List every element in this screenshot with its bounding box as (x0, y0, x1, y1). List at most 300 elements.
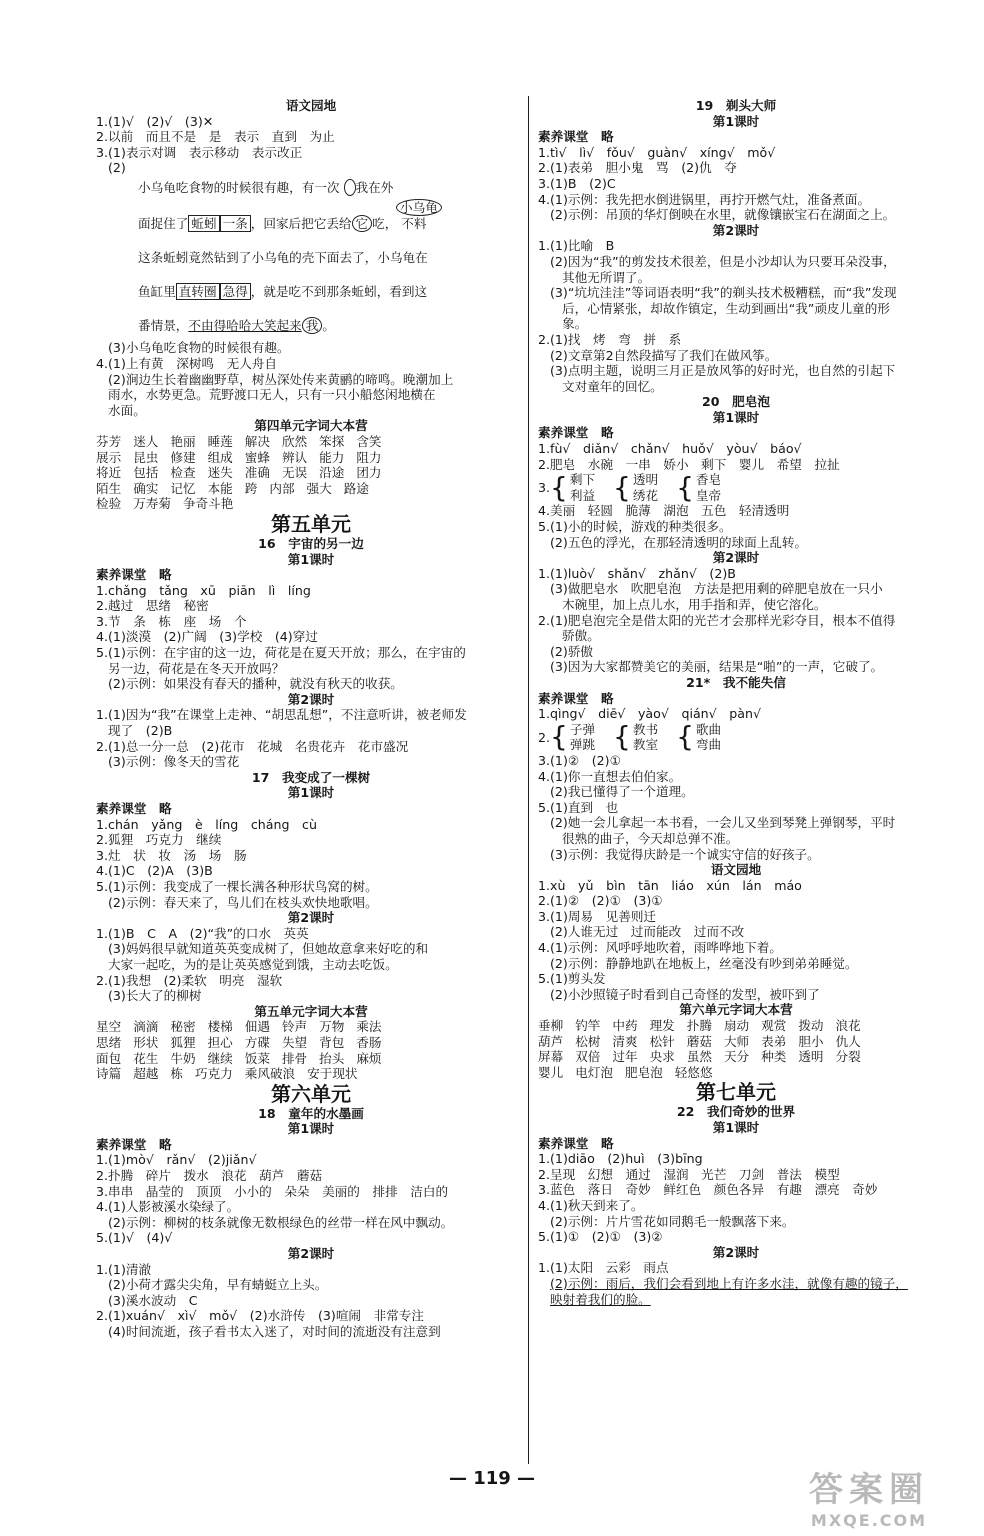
period-title: 第1课时 (712, 409, 760, 425)
answer-line: 文对童年的回忆。 (562, 378, 663, 394)
word: 弹跳 (569, 737, 596, 753)
answer-line: 1.tì√ lì√ fǒu√ guàn√ xíng√ mǒ√ (538, 144, 776, 160)
watermark-main: 答案圈 (809, 1470, 929, 1510)
answer-line: 素养课堂 略 (96, 801, 172, 816)
word: 饭菜 (244, 1050, 270, 1066)
brace-group (538, 722, 934, 753)
right-column (538, 98, 934, 1307)
answer-line: 5.(1)小的时候，游戏的种类很多。 (538, 519, 732, 535)
brace-icon: { (676, 470, 694, 504)
word: 沿途 (319, 465, 345, 481)
page-number: — 119 — (448, 1468, 536, 1489)
answer-line: (2)骄傲 (550, 643, 594, 659)
inserted-word: 小乌龟 (396, 199, 442, 216)
lesson-title: 18 童年的水墨画 (258, 1105, 364, 1121)
lesson-title: 22 我们奇妙的世界 (676, 1104, 796, 1120)
lesson-title: 20 肥皂泡 (702, 394, 770, 410)
word: 秘密 (170, 1019, 196, 1035)
word-row (538, 1018, 934, 1034)
word: 虽然 (686, 1049, 712, 1065)
period-title: 第2课时 (287, 1246, 335, 1262)
word: 楼梯 (207, 1019, 233, 1035)
answer-line: 1.(1)mò√ rǎn√ (2)jiǎn√ (96, 1152, 257, 1168)
diagram-text: ，回家后把它丢给 (250, 216, 352, 232)
diagram-text: 鱼缸里 (138, 284, 176, 300)
word: 含笑 (356, 433, 382, 449)
word-row (538, 1034, 934, 1050)
period-title: 第2课时 (712, 222, 760, 238)
circled-word: 我 (302, 317, 323, 334)
answer-line: 4.(1)C (2)A (3)B (96, 863, 213, 879)
answer-line: 4.(1)你一直想去伯伯家。 (538, 768, 682, 784)
answer-line: (3)“坑坑洼洼”等词语表明“我”的剃头技术极糟糕，而“我”发现 (550, 285, 897, 301)
answer-line: 5.(1)直到 也 (538, 799, 619, 815)
answer-line: 1.chǎng tǎng xū piān lì líng (96, 582, 311, 598)
word: 香皂 (695, 472, 722, 488)
diagram-line (138, 216, 426, 232)
lesson-title: 16 宇宙的另一边 (258, 535, 364, 551)
word: 跨 (244, 480, 258, 496)
word: 胆小 (798, 1033, 824, 1049)
word: 无误 (281, 465, 308, 481)
unit-heading: 第五单元 (271, 511, 351, 536)
answer-line: 骄傲。 (562, 628, 600, 644)
answer-line: 1.(1)因为“我”在课堂上走神、“胡思乱想”，不注意听讲，被老师发 (96, 707, 467, 723)
word: 乘法 (356, 1019, 382, 1035)
answer-line: 3.(1)表示对调 表示移动 表示改正 (96, 144, 303, 160)
word: 背包 (319, 1034, 345, 1050)
answer-line: 1.(1)luò√ shǎn√ zhǎn√ (2)B (538, 565, 736, 581)
answer-line: 2.(1)xuán√ xì√ mǒ√ (2)水浒传 (3)喧闹 非常专注 (96, 1308, 424, 1324)
word: 拨动 (798, 1018, 824, 1034)
diagram-text: 面捉住了 (138, 216, 189, 232)
word: 牛奶 (170, 1050, 196, 1066)
diagram-line (138, 180, 393, 196)
correction-diagram (96, 160, 526, 340)
answer-line: 1.(1)清澈 (96, 1261, 152, 1277)
question-number: 3. (538, 480, 551, 496)
section-title: 第六单元字词大本营 (679, 1002, 793, 1018)
word: 观赏 (761, 1018, 787, 1034)
diagram-line (138, 318, 335, 334)
answer-line: (2)小荷才露尖尖角，早有蜻蜓立上头。 (108, 1277, 328, 1293)
period-title: 第1课时 (287, 1121, 335, 1137)
word: 中药 (612, 1018, 638, 1034)
lesson-title: 19 剃头大师 (695, 98, 777, 113)
word: 麻烦 (356, 1050, 382, 1066)
word: 绣花 (632, 487, 659, 503)
diagram-text: 番情景， (138, 318, 189, 334)
answer-line: 2.扑腾 碎片 拨水 浪花 葫芦 蘑菇 (96, 1168, 323, 1184)
word: 仇人 (835, 1033, 861, 1049)
answer-line: 3.串串 晶莹的 顶顶 小小的 朵朵 美丽的 排排 洁白的 (96, 1183, 449, 1199)
word: 扑腾 (686, 1018, 712, 1034)
answer-line: 2.(1)我想 (2)柔软 明亮 湿软 (96, 972, 283, 988)
answer-line: 1.chán yǎng è líng cháng cù (96, 816, 317, 832)
lesson-title: 17 我变成了一棵树 (251, 769, 371, 785)
word: 迷人 (133, 433, 159, 449)
answer-line: 素养课堂 略 (96, 567, 172, 583)
word: 强大 (306, 480, 332, 496)
word: 记忆 (170, 480, 196, 496)
diagram-line (108, 160, 126, 176)
answer-line: 4.(1)示例：风呼呼地吹着，雨哗哗地下着。 (538, 940, 782, 956)
word: 辨认 (281, 449, 308, 465)
diagram-text: 我在外 (355, 180, 394, 196)
answer-line: 2.呈现 幻想 通过 湿润 光芒 刀剑 普法 模型 (538, 1166, 840, 1182)
word: 剩下 (569, 472, 596, 488)
period-title: 第2课时 (712, 1244, 760, 1260)
word: 笨探 (319, 433, 345, 449)
answer-line: (3)示例：我觉得庆龄是一个诚实守信的好孩子。 (550, 846, 820, 862)
word: 蜜蜂 (244, 449, 270, 465)
answer-line: 3.节 条 栋 座 场 个 (96, 613, 247, 629)
answer-line: 4.美丽 轻圆 脆薄 湖泡 五色 轻清透明 (538, 503, 790, 519)
word: 香肠 (356, 1034, 382, 1050)
answer-line: 5.(1)示例：我变成了一棵长满各种形状鸟窝的树。 (96, 878, 378, 894)
word: 艳丽 (170, 433, 196, 449)
word: 能力 (319, 449, 345, 465)
word: 内部 (269, 480, 295, 496)
word: 修建 (170, 449, 196, 465)
answer-line: 3.(1)周易 见善则迁 (538, 908, 657, 924)
answer-line: 素养课堂 略 (96, 1136, 172, 1152)
word-row (96, 1066, 526, 1082)
answer-line: (2)因为“我”的剪发技术很差，但是小沙却认为只要耳朵没事， (550, 253, 896, 269)
period-title: 第1课时 (287, 785, 335, 801)
answer-line: (3)溪水波动 C (108, 1292, 198, 1308)
word-row (96, 1019, 526, 1035)
answer-line: 1.fù√ diǎn√ chǎn√ huǒ√ yòu√ báo√ (538, 441, 802, 457)
answer-line: 2.肥皂 水碗 一串 娇小 剩下 婴儿 希望 拉扯 (538, 456, 840, 472)
word: 组成 (207, 449, 233, 465)
word: 双倍 (575, 1049, 601, 1065)
word: 展示 (96, 449, 122, 465)
word-row (96, 481, 526, 497)
diagram-line (396, 200, 442, 216)
answer-line: 5.(1)示例：在宇宙的这一边，荷花是在夏天开放；那么，在宇宙的 (96, 645, 466, 661)
watermark-sub: MXQE.COM (810, 1511, 928, 1530)
answer-line: 2.狐狸 巧克力 继续 (96, 832, 222, 848)
answer-line: 映射着我们的脸。 (550, 1291, 651, 1307)
answer-line: 5.(1)√ (4)√ (96, 1230, 173, 1246)
answer-line: (2)五色的浮光，在那轻清透明的球面上乱转。 (550, 534, 808, 550)
word: 种类 (761, 1049, 787, 1065)
insert-mark (344, 179, 356, 196)
column-divider (528, 96, 529, 1464)
word-row (96, 434, 526, 450)
diagram-line (138, 284, 427, 300)
answer-line: (2)示例：如果没有春天的播种，就没有秋天的收获。 (108, 676, 403, 692)
diagram-text: 不料 (401, 216, 427, 232)
answer-line: 2.(1)表弟 胆小鬼 骂 (2)仇 夺 (538, 160, 737, 176)
answer-line: 后，心情紧张，却故作镇定，生动到画出“我”顽皮儿童的形 (562, 300, 890, 316)
word: 包括 (133, 465, 159, 481)
answer-line: (3)妈妈很早就知道英英变成树了，但她故意拿来好吃的和 (108, 941, 429, 957)
word: 本能 (207, 480, 233, 496)
word: 婴儿 (538, 1064, 564, 1080)
word: 屏幕 (538, 1049, 564, 1065)
word: 安于现状 (307, 1066, 358, 1082)
word: 迷失 (207, 465, 233, 481)
brace-icon: { (676, 720, 694, 754)
answer-line: 2.(1)总一分一总 (2)花市 花城 名贵花卉 花市盛况 (96, 738, 409, 754)
word: 睡莲 (207, 433, 233, 449)
word-pair (696, 472, 721, 503)
answer-line: (3)做肥皂水 吹肥皂泡 方法是把用剩的碎肥皂放在一只小 (550, 581, 883, 597)
watermark-logo (784, 1462, 954, 1530)
word: 佃遇 (244, 1019, 270, 1035)
word-pair (633, 722, 658, 753)
word: 子弹 (569, 721, 596, 737)
swap-box: 急得 (220, 283, 251, 300)
answer-line: 另一边，荷花是在冬天开放吗？ (108, 660, 285, 676)
answer-line: (3)小乌龟吃食物的时候很有趣。 (108, 340, 290, 356)
answer-line: (2)她一会儿拿起一本书看，一会儿又坐到琴凳上弹钢琴，平时 (550, 815, 896, 831)
word: 思绪 (96, 1034, 122, 1050)
answer-line: (2)我已懂得了一个道理。 (550, 784, 694, 800)
word: 滴滴 (133, 1019, 159, 1035)
section-title: 第四单元字词大本营 (254, 418, 368, 434)
brace-group (538, 472, 934, 503)
word: 乘风破浪 (244, 1066, 296, 1082)
word-pair (570, 722, 595, 753)
brace-icon: { (613, 720, 631, 754)
unit-heading: 第六单元 (271, 1081, 351, 1106)
brace-icon: { (550, 720, 568, 754)
answer-line: 水面。 (108, 402, 146, 418)
word: 教书 (632, 721, 659, 737)
answer-line: (4)时间流逝，孩子看书太入迷了，对时间的流逝没有注意到 (108, 1324, 441, 1339)
word: 铃声 (281, 1019, 308, 1035)
word: 清爽 (612, 1033, 638, 1049)
answer-line: 象。 (562, 316, 588, 332)
word: 扇动 (723, 1018, 750, 1034)
word: 狐狸 (170, 1034, 196, 1050)
question-number: 2. (538, 729, 551, 745)
word-pair (633, 472, 658, 503)
word: 确实 (133, 480, 159, 496)
word: 准确 (244, 465, 270, 481)
lesson-title: 21* 我不能失信 (686, 674, 786, 690)
answer-line: (2)示例：静静地趴在地板上，丝毫没有吵到弟弟睡觉。 (550, 955, 858, 971)
swap-box: 蚯蚓 (188, 215, 219, 232)
answer-line: 4.(1)示例：我先把水倒进锅里，再拧开燃气灶，准备煮面。 (538, 191, 871, 207)
word: 方碟 (244, 1034, 270, 1050)
word: 担心 (207, 1034, 233, 1050)
word: 昆虫 (133, 449, 159, 465)
word: 轻悠悠 (674, 1064, 713, 1080)
answer-line: 素养课堂 略 (538, 425, 614, 441)
word: 松树 (575, 1033, 601, 1049)
word-row (96, 450, 526, 466)
swap-box: 直转圈 (176, 283, 220, 300)
word: 天分 (723, 1049, 750, 1065)
unit-heading: 第七单元 (696, 1080, 776, 1105)
word: 团力 (356, 465, 382, 481)
answer-line: 1.xù yǔ bìn tān liáo xún lán máo (538, 877, 802, 893)
answer-line: 2.越过 思绪 秘密 (96, 598, 209, 614)
word: 芬芳 (96, 433, 122, 449)
word: 大师 (723, 1033, 750, 1049)
answer-line: 1.(1)比喻 B (538, 238, 615, 254)
answer-line: 4.(1)上有黄 深树鸣 无人舟自 (96, 355, 277, 371)
word: 弯曲 (695, 737, 722, 753)
answer-line: 大家一起吃，为的是让英英感觉到饿，主动去吃饭。 (108, 956, 398, 972)
diagram-label: (2) (108, 160, 126, 176)
answer-line: 3.(1)② (2)① (538, 752, 621, 768)
brace-icon: { (613, 470, 631, 504)
word: 电灯泡 (575, 1064, 613, 1080)
period-title: 第2课时 (712, 550, 760, 566)
word: 歌曲 (695, 721, 722, 737)
answer-line: (3)因为大家都赞美它的美丽，结果是“啪”的一声，它破了。 (550, 659, 884, 675)
word-row (96, 1051, 526, 1067)
word: 形状 (133, 1034, 159, 1050)
answer-line: (2)文章第2自然段描写了我们在做风筝。 (550, 347, 778, 363)
answer-line: 素养课堂 略 (538, 129, 614, 145)
period-title: 第2课时 (287, 910, 335, 926)
word: 抬头 (319, 1050, 345, 1066)
period-title: 第2课时 (287, 691, 335, 707)
answer-line: 2.(1)找 烤 弯 拼 系 (538, 331, 682, 347)
answer-line: 4.(1)秋天到来了。 (538, 1197, 644, 1213)
answer-line: 2.(1)肥皂泡完全是借太阳的光芒才会那样光彩夺目，根本不值得 (538, 612, 896, 628)
answer-line: 木碗里，加上点儿水，用手指和弄，使它溶化。 (562, 597, 827, 612)
answer-line: 素养课堂 略 (538, 1135, 614, 1151)
word: 松针 (649, 1033, 675, 1049)
word-row (538, 1049, 934, 1065)
word: 欣然 (281, 433, 308, 449)
circled-word: 它 (352, 215, 373, 232)
word: 超越 (133, 1066, 159, 1082)
section-title: 语文园地 (285, 98, 337, 113)
word: 肥皂泡 (624, 1064, 663, 1080)
word-pair (570, 472, 595, 503)
word: 钓竿 (575, 1018, 601, 1034)
word: 葫芦 (538, 1033, 564, 1049)
underlined-phrase: 不由得哈哈大笑起来 (188, 318, 302, 334)
word: 巧克力 (194, 1066, 233, 1082)
word-row (538, 1065, 934, 1081)
answer-line: (2)人谁无过 过而能改 过而不改 (550, 924, 745, 940)
word: 路途 (343, 480, 369, 496)
answer-line: (2)示例：雨后，我们会看到地上有许多水洼，就像有趣的镜子， (550, 1275, 908, 1291)
answer-line: 很熟的曲子，今天却总弹不准。 (562, 830, 739, 846)
answer-line: 4.(1)淡漠 (2)广阔 (3)学校 (4)穿过 (96, 629, 318, 645)
word: 解决 (244, 433, 270, 449)
answer-line: 1.(1)太阳 云彩 雨点 (538, 1260, 669, 1276)
word: 陌生 (96, 480, 122, 496)
word: 皇帝 (695, 487, 722, 503)
answer-line: (2)示例：片片雪花如同鹅毛一般飘落下来。 (550, 1213, 795, 1229)
word: 排骨 (281, 1050, 308, 1066)
answer-line: 现了 (2)B (108, 723, 173, 739)
word: 央求 (649, 1049, 675, 1065)
period-title: 第1课时 (712, 113, 760, 129)
answer-line: 2.(1)② (2)① (3)① (538, 893, 663, 909)
answer-line: 雨水，水势更急。荒野渡口无人，只有一只小船悠闲地横在 (108, 387, 436, 403)
answer-line: 4.(1)人影被溪水染绿了。 (96, 1199, 240, 1215)
word-row (96, 496, 526, 512)
answer-line: 3.(1)B (2)C (538, 175, 616, 191)
word: 利益 (569, 487, 596, 503)
section-title: 第五单元字词大本营 (254, 1003, 368, 1019)
answer-line: (3)示例：像冬天的雪花 (108, 754, 240, 770)
word: 理发 (649, 1018, 675, 1034)
answer-line: 1.qìng√ diē√ yào√ qián√ pàn√ (538, 706, 761, 722)
answer-line: (3)点明主题，说明三月正是放风筝的好时光，也自然的引起下 (550, 363, 896, 379)
answer-line: (2)示例：春天来了，鸟儿们在枝头欢快地歌唱。 (108, 894, 378, 910)
answer-line: 1.(1)B C A (2)“我”的口水 英英 (96, 925, 309, 941)
diagram-text: 这条蚯蚓竟然钻到了小乌龟的壳下面去了，小乌龟在 (138, 250, 428, 266)
word: 万物 (319, 1019, 345, 1035)
answer-line: 1.(1)diāo (2)huì (3)bīng (538, 1151, 703, 1167)
answer-line: (3)长大了的柳树 (108, 988, 202, 1004)
word: 继续 (207, 1050, 233, 1066)
answer-line: 5.(1)剪头发 (538, 971, 606, 987)
left-column (96, 98, 526, 1340)
word: 蘑菇 (686, 1033, 712, 1049)
answer-line: 其他无所谓了。 (562, 269, 651, 285)
diagram-text: 小乌龟吃食物的时候很有趣，有一次 (138, 180, 340, 196)
brace-icon: { (550, 470, 568, 504)
word: 透明 (632, 472, 659, 488)
swap-box: 一条 (220, 215, 251, 232)
answer-line: (2)涧边生长着幽幽野草，树丛深处传来黄鹂的啼鸣。晚潮加上 (108, 371, 454, 387)
word: 失望 (281, 1034, 308, 1050)
word: 教室 (632, 737, 659, 753)
word-row (96, 1035, 526, 1051)
word-row (96, 465, 526, 481)
word: 栋 (170, 1066, 183, 1082)
word: 表弟 (761, 1033, 787, 1049)
word: 检查 (170, 465, 196, 481)
period-title: 第1课时 (712, 1120, 760, 1135)
diagram-text: ，就是吃不到那条蚯蚓，看到这 (250, 284, 428, 300)
word: 万寿菊 (133, 496, 171, 512)
answer-line: (2)示例：吊顶的华灯倒映在水里，就像镶嵌宝石在湖面之上。 (550, 207, 896, 223)
word: 诗篇 (96, 1066, 122, 1082)
answer-line: 3.灶 状 妆 汤 场 肠 (96, 847, 247, 863)
word: 星空 (96, 1019, 122, 1035)
word: 将近 (96, 465, 122, 481)
word: 检验 (96, 496, 122, 512)
answer-line: (2)示例：柳树的枝条就像无数根绿色的丝带一样在风中飘动。 (108, 1214, 454, 1230)
word: 分裂 (835, 1049, 861, 1065)
word: 透明 (798, 1049, 824, 1065)
answer-line: 素养课堂 略 (538, 690, 614, 706)
period-title: 第1课时 (287, 551, 335, 567)
diagram-line (138, 250, 428, 266)
word: 花生 (133, 1050, 159, 1066)
section-title: 语文园地 (710, 862, 762, 878)
word: 浪花 (835, 1018, 861, 1034)
answer-line: 2.以前 而且不是 是 表示 直到 为止 (96, 129, 335, 145)
word: 争奇斗艳 (182, 496, 234, 512)
word: 垂柳 (538, 1018, 564, 1034)
word-pair (696, 722, 721, 753)
diagram-text: 吃， (372, 216, 398, 232)
answer-line: 1.(1)√ (2)√ (3)✕ (96, 113, 214, 129)
answer-line: 3.蓝色 落日 奇妙 鲜红色 颜色各异 有趣 漂亮 奇妙 (538, 1182, 878, 1198)
word: 面包 (96, 1050, 122, 1066)
answer-line: (2)小沙照镜子时看到自己奇怪的发型，被吓到了 (550, 986, 820, 1002)
word: 阻力 (356, 449, 382, 465)
answer-line: 5.(1)① (2)① (3)② (538, 1229, 663, 1245)
diagram-text: 。 (322, 318, 335, 334)
word: 过年 (612, 1049, 638, 1065)
